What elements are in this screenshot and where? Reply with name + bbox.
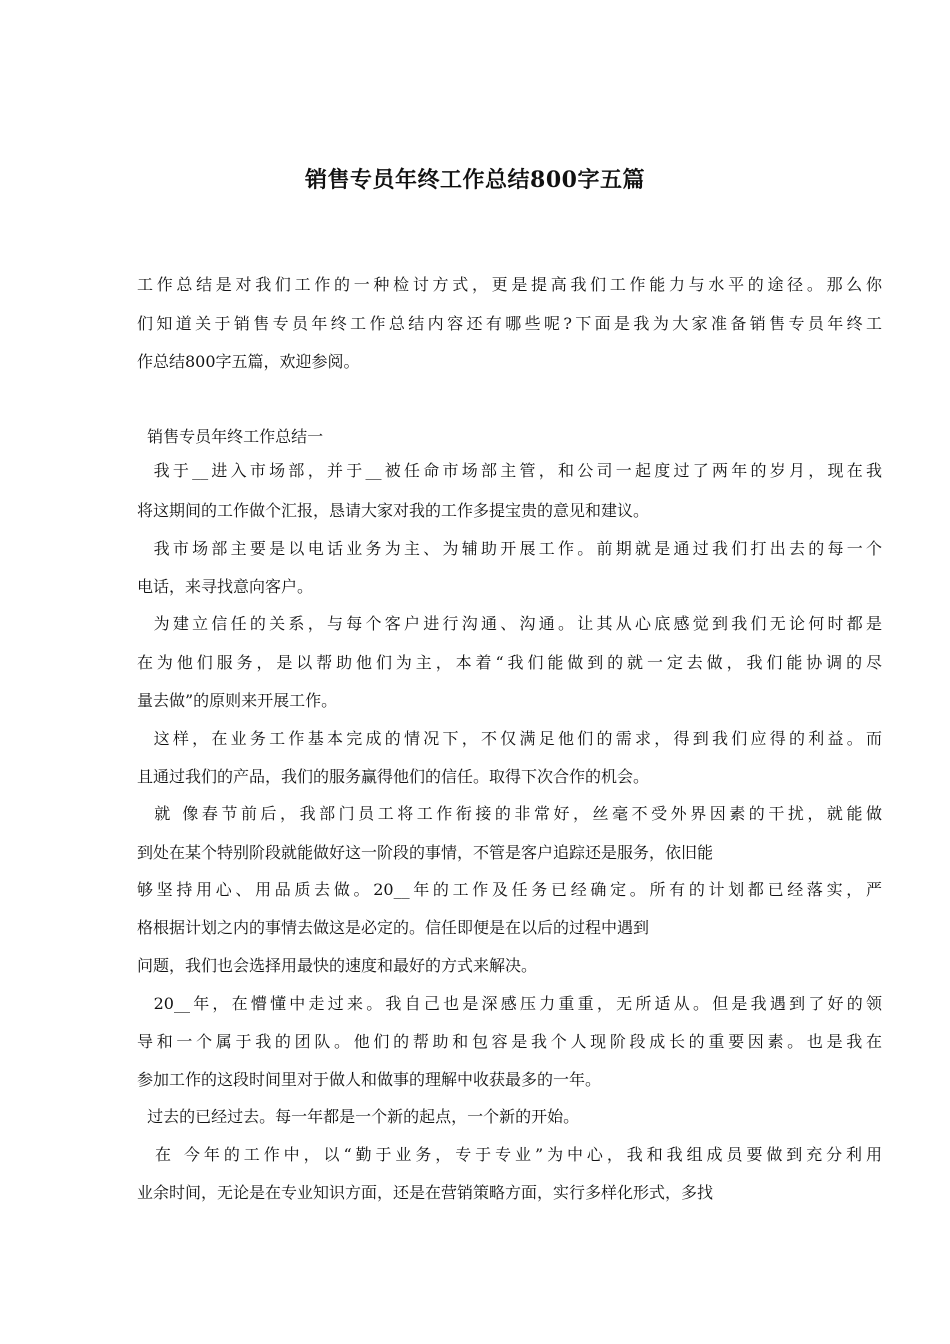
- body-line: 这样，在业务工作基本完成的情况下，不仅满足他们的需求，得到我们应得的利益。而: [137, 729, 882, 748]
- section-heading: 销售专员年终工作总结一: [137, 427, 324, 446]
- body-line: 业余时间，无论是在专业知识方面，还是在营销策略方面，实行多样化形式，多找: [137, 1183, 714, 1202]
- body-line: 问题，我们也会选择用最快的速度和最好的方式来解决。: [137, 956, 538, 975]
- body-line: 导和一个属于我的团队。他们的帮助和包容是我个人现阶段成长的重要因素。也是我在: [137, 1032, 882, 1051]
- body-line: 参加工作的这段时间里对于做人和做事的理解中收获最多的一年。: [137, 1070, 602, 1089]
- body-line: 工作总结是对我们工作的一种检讨方式，更是提高我们工作能力与水平的途径。那么你: [137, 275, 882, 294]
- body-line: 量去做”的原则来开展工作。: [137, 691, 338, 710]
- body-line: 格根据计划之内的事情去做这是必定的。信任即便是在以后的过程中遇到: [137, 918, 650, 937]
- body-line: 我于__进入市场部，并于__被任命市场部主管，和公司一起度过了两年的岁月，现在我: [137, 461, 882, 480]
- body-line: 在 今年的工作中，以“勤于业务，专于专业”为中心，我和我组成员要做到充分利用: [137, 1145, 882, 1164]
- body-line: 够坚持用心、用品质去做。20__年的工作及任务已经确定。所有的计划都已经落实，严: [137, 880, 882, 899]
- body-line: 们知道关于销售专员年终工作总结内容还有哪些呢?下面是我为大家准备销售专员年终工: [137, 314, 882, 333]
- body-line: 为建立信任的关系，与每个客户进行沟通、沟通。让其从心底感觉到我们无论何时都是: [137, 614, 882, 633]
- body-line: 作总结800字五篇，欢迎参阅。: [137, 352, 360, 371]
- body-line: 电话，来寻找意向客户。: [137, 577, 314, 596]
- body-line: 到处在某个特别阶段就能做好这一阶段的事情，不管是客户追踪还是服务，依旧能: [137, 843, 714, 862]
- body-line: 且通过我们的产品，我们的服务赢得他们的信任。取得下次合作的机会。: [137, 767, 650, 786]
- body-line: 过去的已经过去。每一年都是一个新的起点，一个新的开始。: [137, 1107, 580, 1126]
- body-line: 就 像春节前后，我部门员工将工作衔接的非常好，丝毫不受外界因素的干扰，就能做: [137, 804, 882, 823]
- body-line: 在为他们服务，是以帮助他们为主，本着“我们能做到的就一定去做，我们能协调的尽: [137, 653, 882, 672]
- body-line: 20__年，在懵懂中走过来。我自己也是深感压力重重，无所适从。但是我遇到了好的领: [137, 994, 882, 1013]
- body-line: 我市场部主要是以电话业务为主、为辅助开展工作。前期就是通过我们打出去的每一个: [137, 539, 882, 558]
- body-line: 将这期间的工作做个汇报，恳请大家对我的工作多提宝贵的意见和建议。: [137, 501, 650, 520]
- document-title: 销售专员年终工作总结800字五篇: [305, 167, 645, 193]
